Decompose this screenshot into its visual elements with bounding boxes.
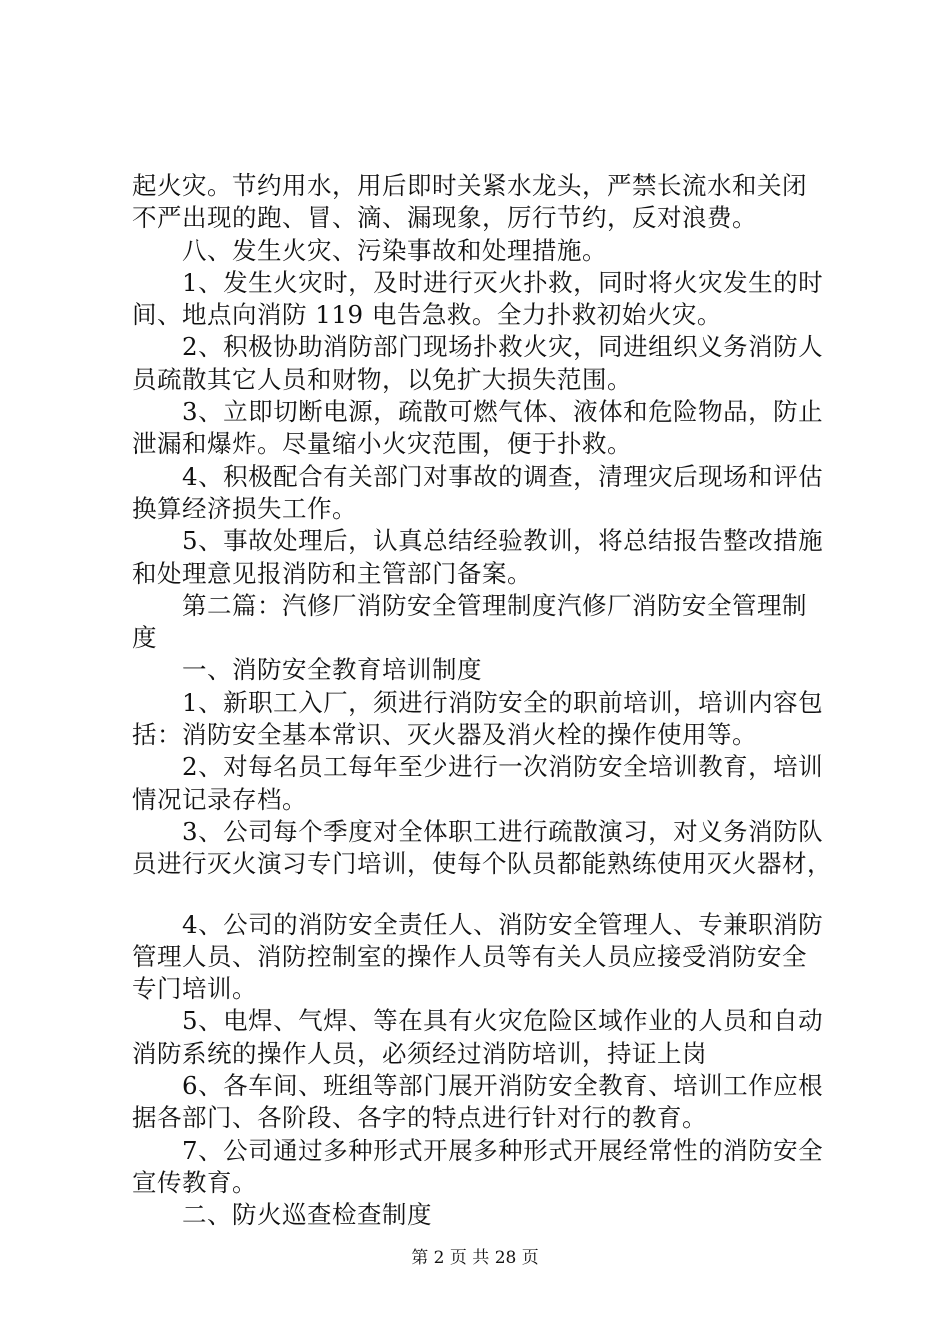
text-line: 3、立即切断电源，疏散可燃气体、液体和危险物品，防止	[182, 397, 824, 427]
text-line: 间、地点向消防 119 电告急救。全力扑救初始火灾。	[132, 300, 722, 330]
text-line: 员疏散其它人员和财物，以免扩大损失范围。	[132, 364, 632, 394]
chapter-title: 第二篇：汽修厂消防安全管理制度汽修厂消防安全管理制	[182, 590, 807, 620]
section-heading: 一、消防安全教育培训制度	[182, 655, 482, 685]
text-line: 3、公司每个季度对全体职工进行疏散演习，对义务消防队	[182, 816, 824, 846]
section-heading: 八、发生火灾、污染事故和处理措施。	[182, 235, 607, 265]
text-line: 泄漏和爆炸。尽量缩小火灾范围，便于扑救。	[132, 429, 632, 459]
text-line: 括：消防安全基本常识、灭火器及消火栓的操作使用等。	[132, 720, 757, 750]
text-line: 1、发生火灾时，及时进行灭火扑救，同时将火灾发生的时	[182, 267, 824, 297]
text-line: 专门培训。	[132, 974, 257, 1004]
text-line: 2、积极协助消防部门现场扑救火灾，同进组织义务消防人	[182, 332, 824, 362]
text-line: 和处理意见报消防和主管部门备案。	[132, 558, 532, 588]
text-line: 4、公司的消防安全责任人、消防安全管理人、专兼职消防	[182, 909, 824, 939]
text-line: 管理人员、消防控制室的操作人员等有关人员应接受消防安全	[132, 941, 807, 971]
paragraph-gap	[132, 881, 842, 909]
text-line: 6、各车间、班组等部门展开消防安全教育、培训工作应根	[182, 1071, 824, 1101]
text-line: 2、对每名员工每年至少进行一次消防安全培训教育，培训	[182, 752, 824, 782]
text-line: 5、电焊、气焊、等在具有火灾危险区域作业的人员和自动	[182, 1006, 824, 1036]
text-line: 4、积极配合有关部门对事故的调查，清理灾后现场和评估	[182, 461, 824, 491]
text-line: 起火灾。节约用水，用后即时关紧水龙头，严禁长流水和关闭	[132, 171, 807, 200]
text-line: 消防系统的操作人员，必须经过消防培训，持证上岗	[132, 1038, 707, 1068]
text-line: 据各部门、各阶段、各字的特点进行针对行的教育。	[132, 1103, 707, 1133]
section-heading: 二、防火巡查检查制度	[182, 1200, 432, 1230]
page-footer: 第 2 页 共 28 页	[411, 1248, 539, 1268]
chapter-title-cont: 度	[132, 623, 157, 653]
text-line: 宣传教育。	[132, 1167, 257, 1197]
text-line: 5、事故处理后，认真总结经验教训，将总结报告整改措施	[182, 526, 824, 556]
text-line: 不严出现的跑、冒、滴、漏现象，厉行节约，反对浪费。	[132, 203, 757, 233]
text-line: 1、新职工入厂，须进行消防安全的职前培训，培训内容包	[182, 687, 824, 717]
text-line: 情况记录存档。	[132, 784, 307, 814]
text-line: 7、公司通过多种形式开展多种形式开展经常性的消防安全	[182, 1135, 824, 1165]
document-body	[132, 170, 842, 1232]
text-line: 员进行灭火演习专门培训，使每个队员都能熟练使用灭火器材，	[132, 849, 832, 879]
text-line: 换算经济损失工作。	[132, 493, 357, 523]
